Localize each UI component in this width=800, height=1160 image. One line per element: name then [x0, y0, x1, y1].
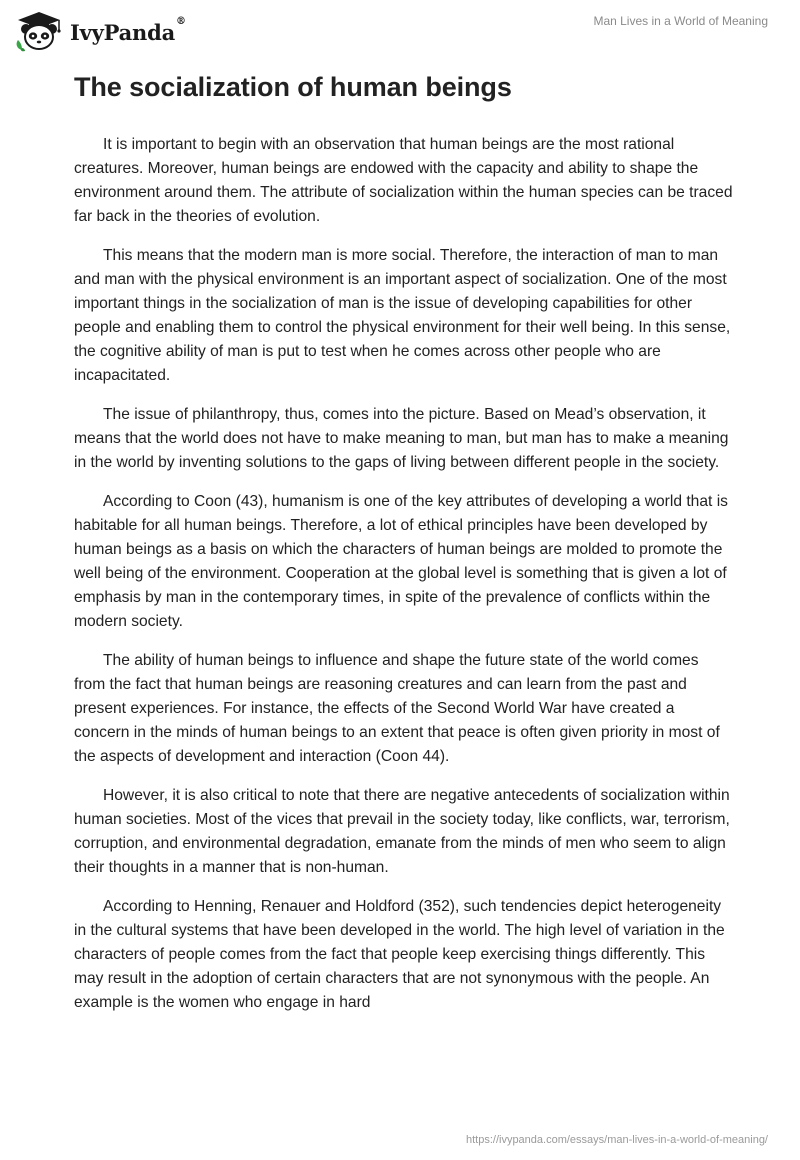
logo-wordmark: IvyPanda® [70, 15, 186, 45]
paragraph: The issue of philanthropy, thus, comes into the picture. Based on Mead’s observation, it means that the world does not have to make meaning to man, but man has to make a meaning in the world by inventing solutions to the gaps of living between different people in the society. [74, 406, 729, 471]
page-header [0, 0, 800, 60]
paragraph: It is important to begin with an observation that human beings are the most rational creatures. Moreover, human beings are endowed with the capacity and ability to shape the environment around them. The attribute of socialization within the human species can be traced far back in the theories of evolution. [74, 136, 733, 225]
ivypanda-logo[interactable] [14, 10, 186, 52]
essay-body [74, 133, 734, 1030]
paragraph: The ability of human beings to influence and shape the future state of the world comes from the fact that human beings are reasoning creatures and can learn from the past and present experiences. For instance, the effects of the Second World War have created a concern in the minds of human beings to an extent that peace is often given priority in most of the aspects of development and interaction (Coon 44). [74, 652, 720, 765]
source-url[interactable]: https://ivypanda.com/essays/man-lives-in-a-world-of-meaning/ [465, 1134, 768, 1146]
paragraph: However, it is also critical to note that there are negative antecedents of socialization within human societies. Most of the vices that prevail in the society today, like conflicts, war, terrorism, corruption, and environmental degradation, emanate from the minds of men who seem to align their thoughts in a manner that is non-human. [74, 787, 730, 876]
page-title: The socialization of human beings [74, 72, 512, 102]
paragraph: According to Henning, Renauer and Holdford (352), such tendencies depict heterogeneity in the cultural systems that have been developed in the world. The high level of variation in the characters of people comes from the fact that people keep exercising things differently. This may result in the adoption of certain characters that are not synonymous with the people. An example is the women who engage in hard [74, 898, 725, 1011]
paragraph: This means that the modern man is more social. Therefore, the interaction of man to man and man with the physical environment is an important aspect of socialization. One of the most important things in the socialization of man is the issue of developing capabilities for other people and enabling them to control the physical environment for their well being. In this sense, the cognitive ability of man is put to test when he comes across other people who are incapacitated. [74, 247, 731, 384]
essay-title-header: Man Lives in a World of Meaning [593, 14, 768, 28]
paragraph: According to Coon (43), humanism is one of the key attributes of developing a world that is habitable for all human beings. Therefore, a lot of ethical principles have been developed by human beings as a basis on which the characters of human beings are molded to promote the well being of the environment. Cooperation at the global level is something that is given a lot of emphasis by man in the contemporary times, in spite of the prevalence of conflicts within the modern society. [74, 493, 728, 630]
panda-graduation-cap-icon [14, 10, 64, 52]
